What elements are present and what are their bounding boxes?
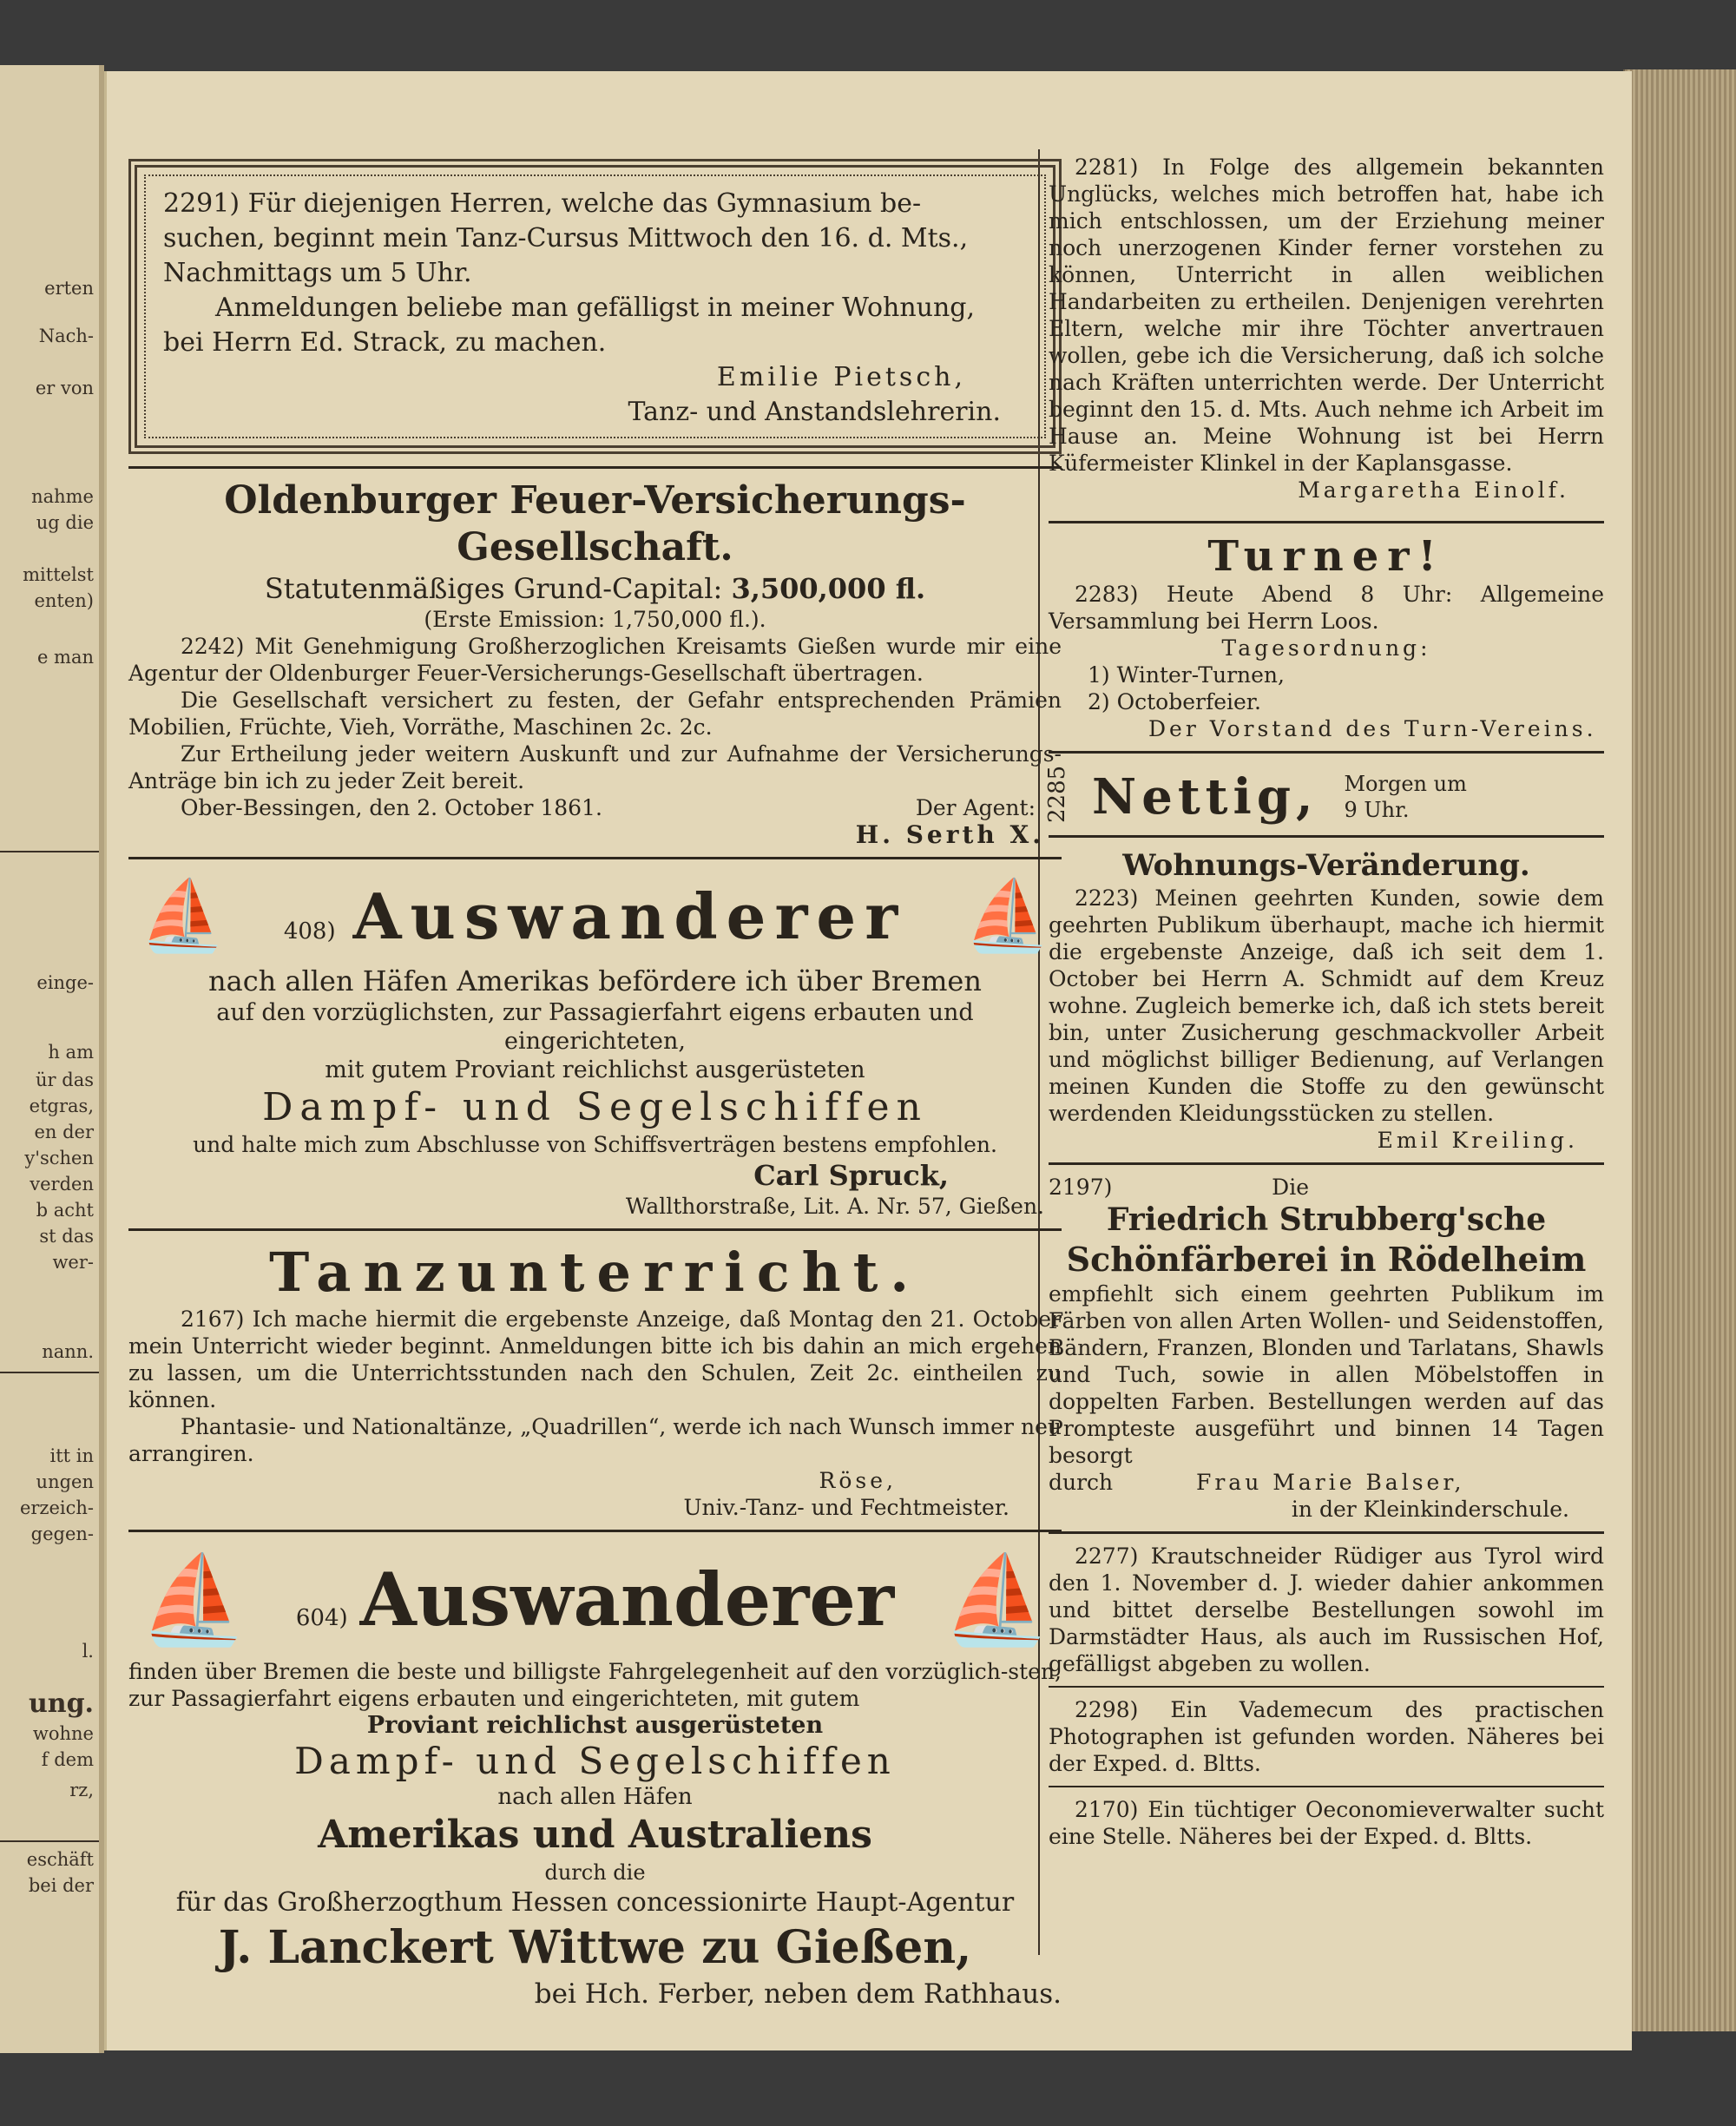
ad-2242-title: Oldenburger Feuer-Versicherungs-Gesellschaft. bbox=[224, 478, 966, 569]
ad-2283-sign: Der Vorstand des Turn-Vereins. bbox=[1148, 716, 1597, 741]
left-frag: st das bbox=[39, 1226, 94, 1247]
left-frag: erten bbox=[44, 278, 94, 299]
left-frag: er von bbox=[35, 378, 94, 398]
rule bbox=[128, 1228, 1062, 1231]
ad-2242-capital-label: Statutenmäßiges Grund-Capital: bbox=[264, 572, 723, 605]
left-page-fragment bbox=[0, 65, 104, 2053]
ad-604-line: Proviant reichlichst ausgerüsteten bbox=[366, 1712, 824, 1739]
ad-2277 bbox=[1049, 1543, 1604, 1677]
ad-2283 bbox=[1049, 532, 1604, 742]
ad-2298-text: 2298) Ein Vademecum des practischen Photographen ist gefunden worden. Näheres bei der Exped. d. Bltts. bbox=[1049, 1697, 1604, 1776]
ad-2283-text: 2283) Heute Abend 8 Uhr: Allgemeine Versammlung bei Herrn Loos. bbox=[1049, 582, 1604, 634]
ad-408-line: Dampf- und Segelschiffen bbox=[262, 1085, 928, 1129]
ad-2167-role: Univ.-Tanz- und Fechtmeister. bbox=[683, 1495, 1009, 1520]
left-frag: enten) bbox=[34, 590, 94, 611]
left-frag: Nach- bbox=[38, 326, 94, 346]
left-frag: wer- bbox=[52, 1252, 94, 1273]
ad-2291-line: 2291) Für diejenigen Herren, welche das Gymnasium be- bbox=[163, 188, 922, 219]
ad-2197-where: in der Kleinkinderschule. bbox=[1291, 1497, 1569, 1522]
book-edge bbox=[1623, 69, 1736, 2031]
ad-408-name: Carl Spruck, bbox=[753, 1159, 949, 1192]
ad-604-line: durch die bbox=[544, 1860, 646, 1885]
ad-604-line: nach allen Häfen bbox=[497, 1784, 693, 1810]
ad-2167 bbox=[128, 1240, 1062, 1521]
ad-2167-name: Röse, bbox=[819, 1468, 897, 1493]
ad-604-title: Auswanderer bbox=[359, 1557, 895, 1642]
ad-2242-capital-value: 3,500,000 fl. bbox=[731, 572, 926, 605]
left-frag: h am bbox=[48, 1042, 94, 1063]
left-frag: ür das bbox=[36, 1070, 94, 1090]
left-frag: wohne bbox=[32, 1723, 94, 1744]
ad-2197-agent: Frau Marie Balser, bbox=[1196, 1470, 1465, 1495]
left-frag: einge- bbox=[36, 972, 94, 993]
rule bbox=[1049, 1686, 1604, 1688]
ad-604-line: für das Großherzogthum Hessen concessionirte Haupt-Agentur bbox=[175, 1887, 1015, 1918]
left-frag: f dem bbox=[41, 1749, 94, 1770]
ship-icon: ⛵ bbox=[942, 1548, 1051, 1650]
ad-408-line: nach allen Häfen Amerikas befördere ich über Bremen bbox=[208, 964, 982, 997]
ad-2223-title: Wohnungs-Veränderung. bbox=[1122, 848, 1530, 883]
rule bbox=[128, 466, 1062, 469]
ad-2285-number: 2285 bbox=[1044, 765, 1070, 823]
ship-icon: ⛵ bbox=[963, 875, 1051, 956]
ad-2167-title: Tanzunterricht. bbox=[269, 1241, 921, 1304]
left-frag: bei der bbox=[28, 1875, 94, 1896]
ad-2291-line: bei Herrn Ed. Strack, zu machen. bbox=[163, 327, 607, 358]
ad-2285 bbox=[1044, 762, 1604, 832]
left-frag: erzeich- bbox=[19, 1497, 94, 1518]
left-frag: eschäft bbox=[26, 1849, 94, 1870]
left-frag: e man bbox=[36, 647, 94, 668]
ad-2197-durch: durch bbox=[1049, 1470, 1114, 1495]
rule bbox=[1049, 835, 1604, 838]
left-frag: gegen- bbox=[30, 1524, 94, 1544]
left-frag: nann. bbox=[42, 1341, 94, 1362]
ad-2197-text: empfiehlt sich einem geehrten Publikum im Färben von allen Arten Wollen- und Seidenstoffen, Bändern, Franzen, Blonden und Tarlatans, Shawls und Tuch, sowie in allen Möbelstoffen in doppelten Farben. Bestellungen werden auf das Prompteste ausgeführt und binnen 14 Tagen besorgt bbox=[1049, 1281, 1604, 1468]
ad-2170 bbox=[1049, 1796, 1604, 1850]
ad-2281-text: 2281) In Folge des allgemein bekannten Unglücks, welches mich betroffen hat, habe ich mich entschlossen, um der Erziehung meiner noch unerzogenen Kinder ferner vorstehen zu können, Unterricht in allen weiblichen Handarbeiten zu ertheilen. Denjenigen verehrten Eltern, welche mir ihre Töchter anvertrauen wollen, gebe ich die Versicherung, daß ich solche nach Kräften unterrichten werde. Der Unterricht beginnt den 15. d. Mts. Auch nehme ich Arbeit im Hause an. Meine Wohnung ist bei Herrn Küfermeister Klinkel in der Kaplansgasse. bbox=[1049, 155, 1604, 476]
ad-2242-agent-name: H. Serth X. bbox=[855, 820, 1044, 849]
ad-2283-item: 2) Octoberfeier. bbox=[1088, 689, 1261, 714]
ad-2291-name: Emilie Pietsch, bbox=[716, 362, 966, 392]
left-frag: y'schen bbox=[24, 1148, 94, 1168]
ad-604-line: finden über Bremen die beste und billigste Fahrgelegenheit auf den vorzüglich-sten, zur Passagierfahrt eigens erbauten und eingerichteten, mit gutem bbox=[128, 1659, 1062, 1711]
ad-2197-number: 2197) bbox=[1049, 1175, 1113, 1200]
ad-2242-agent-label: Der Agent: bbox=[915, 795, 1036, 820]
ad-408-address: Wallthorstraße, Lit. A. Nr. 57, Gießen. bbox=[625, 1194, 1044, 1219]
newspaper-page bbox=[104, 71, 1632, 2050]
ad-2242-text: 2242) Mit Genehmigung Großherzoglichen Kreisamts Gießen wurde mir eine Agentur der Oldenburger Feuer-Versicherungs-Gesellschaft übertragen. bbox=[128, 634, 1062, 686]
ad-2242-place-date: Ober-Bessingen, den 2. October 1861. bbox=[181, 795, 602, 820]
ad-2223 bbox=[1049, 846, 1604, 1154]
ad-604-line: J. Lanckert Wittwe zu Gießen, bbox=[218, 1921, 972, 1974]
ad-2197-name1: Friedrich Strubberg'sche bbox=[1106, 1201, 1547, 1238]
rule bbox=[1049, 1531, 1604, 1534]
ad-2291-line: suchen, beginnt mein Tanz-Cursus Mittwoch den 16. d. Mts., bbox=[163, 223, 969, 253]
rule bbox=[128, 1530, 1062, 1532]
left-frag: ug die bbox=[36, 512, 94, 533]
rule bbox=[1049, 521, 1604, 523]
ad-2197 bbox=[1049, 1174, 1604, 1523]
rule bbox=[1049, 1786, 1604, 1787]
ad-2298 bbox=[1049, 1696, 1604, 1777]
ad-604-number: 604) bbox=[295, 1605, 348, 1631]
ad-604 bbox=[128, 1541, 1062, 2011]
left-rule bbox=[0, 1840, 99, 1842]
left-frag: itt in bbox=[49, 1445, 94, 1466]
left-rule bbox=[0, 1372, 99, 1373]
ad-604-line: bei Hch. Ferber, neben dem Rathhaus. bbox=[534, 1978, 1062, 2010]
ad-2167-text: 2167) Ich mache hiermit die ergebenste Anzeige, daß Montag den 21. October mein Unterricht wieder beginnt. Anmeldungen bitte ich bis dahin an mich ergehen zu lassen, um die Unterrichtsstunden nach den Schulen, Zeit 2c. eintheilen zu können. bbox=[128, 1307, 1062, 1412]
left-frag: l. bbox=[82, 1641, 94, 1662]
left-frag: mittelst bbox=[23, 564, 94, 585]
rule bbox=[1049, 1162, 1604, 1165]
left-rule bbox=[0, 851, 99, 852]
left-frag: etgras, bbox=[29, 1096, 94, 1116]
ad-2197-name2: Schönfärberei in Rödelheim bbox=[1066, 1240, 1587, 1279]
ad-2223-name: Emil Kreiling. bbox=[1377, 1128, 1578, 1153]
left-frag: verden bbox=[30, 1174, 94, 1195]
ad-604-line: Dampf- und Segelschiffen bbox=[294, 1740, 896, 1782]
ship-icon: ⛵ bbox=[139, 875, 227, 956]
ad-2283-agenda: Tagesordnung: bbox=[1221, 635, 1431, 661]
ad-2283-item: 1) Winter-Turnen, bbox=[1088, 662, 1285, 688]
ad-2242-emission: (Erste Emission: 1,750,000 fl.). bbox=[424, 607, 766, 632]
ad-2283-title: Turner! bbox=[1207, 532, 1445, 581]
ad-2277-text: 2277) Krautschneider Rüdiger aus Tyrol wird den 1. November d. J. wieder dahier ankommen und bittet derselbe Bestellungen sowohl im Darmstädter Haus, als auch im Russischen Hof, gefälligst abgeben zu wollen. bbox=[1049, 1543, 1604, 1676]
left-frag: nahme bbox=[31, 486, 94, 507]
ad-2167-text: Phantasie- und Nationaltänze, „Quadrillen“, werde ich nach Wunsch immer neu arrangiren. bbox=[128, 1414, 1062, 1466]
ad-604-line: Amerikas und Australiens bbox=[318, 1813, 872, 1857]
ad-2197-die: Die bbox=[1272, 1175, 1309, 1200]
rule bbox=[128, 857, 1062, 859]
ad-2291-role: Tanz- und Anstandslehrerin. bbox=[628, 397, 1001, 427]
ad-2242-text: Die Gesellschaft versichert zu festen, der Gefahr entsprechenden Prämien Mobilien, Früchte, Vieh, Vorräthe, Maschinen 2c. 2c. bbox=[128, 688, 1062, 740]
left-frag: ungen bbox=[36, 1471, 94, 1492]
ad-2291-frame bbox=[128, 159, 1062, 454]
left-frag: en der bbox=[34, 1122, 94, 1142]
ad-408-line: mit gutem Proviant reichlichst ausgerüsteten bbox=[325, 1056, 865, 1083]
rule bbox=[1049, 751, 1604, 754]
ad-2285-title: Nettig, bbox=[1092, 768, 1318, 826]
ad-408-line: und halte mich zum Abschlusse von Schiffsverträgen bestens empfohlen. bbox=[193, 1132, 997, 1157]
ad-2291-line: Anmeldungen beliebe man gefälligst in meiner Wohnung, bbox=[215, 293, 976, 323]
ad-2281-name: Margaretha Einolf. bbox=[1298, 477, 1569, 503]
ad-408-line: auf den vorzüglichsten, zur Passagierfahrt eigens erbauten und eingerichteten, bbox=[216, 999, 974, 1055]
ad-408-title: Auswanderer bbox=[352, 879, 907, 953]
ship-icon: ⛵ bbox=[139, 1548, 248, 1650]
ad-2285-time: Morgen um 9 Uhr. bbox=[1344, 772, 1467, 822]
left-frag: rz, bbox=[69, 1780, 94, 1800]
ad-2242 bbox=[128, 477, 1062, 848]
ad-2291-line: Nachmittags um 5 Uhr. bbox=[163, 258, 472, 288]
ad-408-number: 408) bbox=[283, 918, 336, 945]
left-column bbox=[128, 154, 1062, 2011]
right-column bbox=[1044, 154, 1604, 1850]
left-frag: ung. bbox=[28, 1688, 94, 1719]
ad-2242-text: Zur Ertheilung jeder weitern Auskunft und zur Aufnahme der Versicherungs-Anträge bin ich zu jeder Zeit bereit. bbox=[128, 741, 1062, 793]
ad-408 bbox=[128, 868, 1062, 1220]
ad-2170-text: 2170) Ein tüchtiger Oeconomieverwalter sucht eine Stelle. Näheres bei der Exped. d. Bltts. bbox=[1049, 1797, 1604, 1849]
ad-2281 bbox=[1049, 154, 1604, 504]
left-frag: b acht bbox=[36, 1200, 94, 1221]
ad-2223-text: 2223) Meinen geehrten Kunden, sowie dem geehrten Publikum überhaupt, mache ich hiermit die ergebenste Anzeige, daß ich seit dem 1. October bei Herrn A. Schmidt auf dem Kreuz wohne. Zugleich bemerke ich, daß ich stets bereit bin, unter Zusicherung geschmackvoller Arbeit und möglichst billiger Bedienung, auf Verlangen meinen Kunden die Stoffe zu den gewünscht werdenden Kleidungsstücken zu stellen. bbox=[1049, 885, 1604, 1126]
